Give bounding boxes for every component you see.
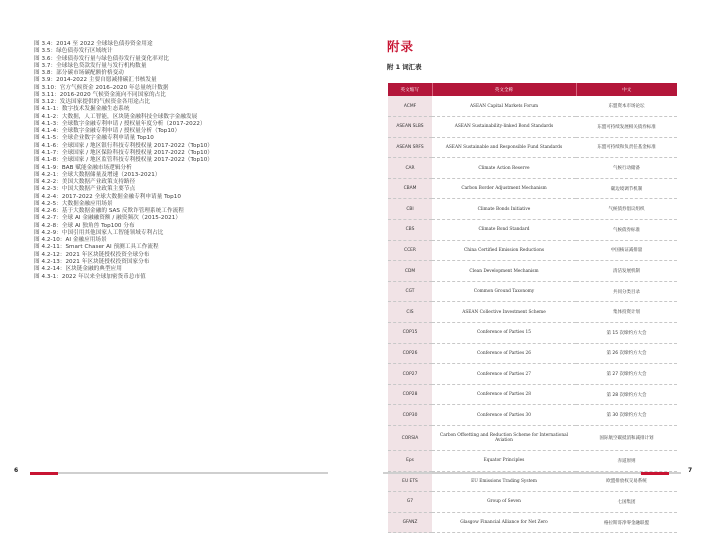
table-row bbox=[388, 96, 677, 117]
figure-list-item: 图 4.3-1：2022 年以来全球加密货币总市值 bbox=[34, 273, 146, 280]
header-chinese: 中文 bbox=[576, 83, 677, 96]
chinese-name-cell: 共同分类目录 bbox=[576, 281, 677, 302]
abbreviation-cell: CBS bbox=[388, 220, 432, 241]
chinese-name-cell: 气候债券倡议组织 bbox=[576, 199, 677, 220]
english-name-cell: Climate Action Reserve bbox=[432, 158, 576, 179]
table-row bbox=[388, 343, 677, 364]
english-name-cell: Conference of Parties 15 bbox=[432, 323, 576, 344]
table-row bbox=[388, 178, 677, 199]
figure-list-item: 图 4.1-4：全球数字金融专利申请 / 授权量分析（Top10） bbox=[34, 128, 181, 135]
table-row bbox=[388, 405, 677, 426]
figure-list-item: 图 4.2-10：AI 金融应用场景 bbox=[34, 237, 107, 244]
table-row bbox=[388, 240, 677, 261]
figure-list-item: 图 4.1-5：全球企业数字金融专利申请量 Top10 bbox=[34, 135, 154, 142]
figure-list-item: 图 4.2-12：2021 年区块链授权投资全球分布 bbox=[34, 251, 150, 258]
table-header-row bbox=[388, 83, 677, 96]
abbreviation-cell: G7 bbox=[388, 492, 432, 513]
table-row bbox=[388, 281, 677, 302]
abbreviation-cell: CBAM bbox=[388, 178, 432, 199]
abbreviation-cell: COP15 bbox=[388, 323, 432, 344]
english-name-cell: ASEAN Sustainable and Responsible Fund Standards bbox=[432, 137, 576, 158]
chinese-name-cell: 七国集团 bbox=[576, 492, 677, 513]
abbreviation-cell: COP27 bbox=[388, 364, 432, 385]
abbreviation-cell: COP26 bbox=[388, 343, 432, 364]
chinese-name-cell: 东盟可持续发展相关债券标准 bbox=[576, 117, 677, 138]
abbreviation-cell: CIS bbox=[388, 302, 432, 323]
left-page bbox=[0, 0, 355, 501]
chinese-name-cell: 第 26 次缔约方大会 bbox=[576, 343, 677, 364]
abbreviation-cell: CORSIA bbox=[388, 426, 432, 451]
footer-rule bbox=[30, 472, 328, 474]
figure-list-item: 图 3.5：绿色债券发行区域统计 bbox=[34, 48, 113, 55]
chinese-name-cell: 东盟资本市场论坛 bbox=[576, 96, 677, 117]
figure-list-item: 图 4.1-3：全球数字金融专利申请 / 授权量年度分析（2017-2022） bbox=[34, 120, 206, 127]
figure-list-item: 图 3.12：发达国家提供的气候资金各用途占比 bbox=[34, 99, 151, 106]
table-row bbox=[388, 158, 677, 179]
figure-list-item: 图 4.1-8：全球国家 / 地区监管科技专利授权量 2017-2022（Top10） bbox=[34, 157, 213, 164]
figure-list bbox=[34, 41, 344, 281]
table-row bbox=[388, 220, 677, 241]
english-name-cell: Conference of Parties 27 bbox=[432, 364, 576, 385]
chinese-name-cell: 第 15 次缔约方大会 bbox=[576, 323, 677, 344]
table-row bbox=[388, 492, 677, 513]
table-row bbox=[388, 302, 677, 323]
english-name-cell: ASEAN Sustainability-linked Bond Standards bbox=[432, 117, 576, 138]
table-title: 附 1 词汇表 bbox=[387, 63, 422, 71]
figure-list-item: 图 3.9：2014-2022 主要自愿减排碳汇书核发量 bbox=[34, 77, 157, 84]
footer-accent-bar bbox=[641, 472, 669, 475]
abbreviation-cell: COP28 bbox=[388, 384, 432, 405]
page-number: 6 bbox=[14, 467, 19, 474]
table-row bbox=[388, 137, 677, 158]
right-page bbox=[355, 0, 710, 526]
table-row bbox=[388, 323, 677, 344]
figure-list-item: 图 4.2-2：美国大数据产业政策支持路径 bbox=[34, 179, 136, 186]
english-name-cell: Carbon Border Adjustment Mechanism bbox=[432, 178, 576, 199]
english-name-cell: Carbon Offsetting and Reduction Scheme for International Aviation bbox=[432, 426, 576, 451]
english-name-cell: Group of Seven bbox=[432, 492, 576, 513]
figure-list-item: 图 4.2-13：2021 年区块链授权投资国家分布 bbox=[34, 258, 150, 265]
figure-list-item: 图 4.2-4：2017-2022 全球大数据金融专利申请量 Top10 bbox=[34, 193, 181, 200]
table-row bbox=[388, 471, 677, 492]
table-row bbox=[388, 199, 677, 220]
chinese-name-cell: 格拉斯哥净零金融联盟 bbox=[576, 512, 677, 533]
abbreviation-cell: ASEAN SRFS bbox=[388, 137, 432, 158]
table-row bbox=[388, 384, 677, 405]
figure-list-item: 图 3.6：全球债券发行量与绿色债券发行量变化率对比 bbox=[34, 55, 170, 62]
header-abbreviation: 英文缩写 bbox=[388, 83, 432, 96]
chinese-name-cell: 欧盟排放权交易系统 bbox=[576, 471, 677, 492]
figure-list-item: 图 3.4：2014 至 2022 全球绿色债券资金用途 bbox=[34, 41, 153, 47]
table-row bbox=[388, 426, 677, 451]
table-row bbox=[388, 364, 677, 385]
figure-list-item: 图 4.1-7：全球国家 / 地区保险科技专利授权量 2017-2022（Top10） bbox=[34, 149, 213, 156]
english-name-cell: ASEAN Collective Investment Scheme bbox=[432, 302, 576, 323]
chinese-name-cell: 国际航空碳抵消和减排计划 bbox=[576, 426, 677, 451]
figure-list-item: 图 4.2-5：大数据金融应用场景 bbox=[34, 200, 113, 207]
table-row bbox=[388, 117, 677, 138]
figure-list-item: 图 4.2-14：区块链金融的典型应用 bbox=[34, 266, 122, 273]
english-name-cell: Common Ground Taxonomy bbox=[432, 281, 576, 302]
english-name-cell: Conference of Parties 26 bbox=[432, 343, 576, 364]
figure-list-item: 图 4.2-6：基于大数据金融的 SAS 反欺诈管理系统工作流程 bbox=[34, 208, 184, 215]
figure-list-item: 图 4.2-9：中国引用其他国家人工智能领域专利占比 bbox=[34, 229, 164, 236]
english-name-cell: China Certified Emission Reductions bbox=[432, 240, 576, 261]
header-english-full-name: 英文全称 bbox=[432, 83, 576, 96]
abbreviation-cell: CGT bbox=[388, 281, 432, 302]
figure-list-item: 图 4.2-8：全球 AI 独角兽 Top100 分布 bbox=[34, 222, 135, 229]
abbreviation-cell: Eps bbox=[388, 451, 432, 472]
abbreviation-cell: CDM bbox=[388, 261, 432, 282]
figure-list-item: 图 3.7：全球绿色贷款发行量与发行机构数量 bbox=[34, 62, 147, 69]
glossary-table bbox=[388, 83, 677, 533]
figure-list-item: 图 4.1-1：数字技术发掘金融生态系统 bbox=[34, 106, 130, 113]
english-name-cell: Glasgow Financial Alliance for Net Zero bbox=[432, 512, 576, 533]
abbreviation-cell: GFANZ bbox=[388, 512, 432, 533]
page-number: 7 bbox=[688, 467, 693, 474]
abbreviation-cell: ASEAN SLBS bbox=[388, 117, 432, 138]
english-name-cell: Clean Development Mechanism bbox=[432, 261, 576, 282]
chinese-name-cell: 集体投资计划 bbox=[576, 302, 677, 323]
english-name-cell: Conference of Parties 30 bbox=[432, 405, 576, 426]
footer-accent-bar bbox=[30, 472, 58, 475]
figure-list-item: 图 4.1-9：BAB 赋能金融市场逻辑分析 bbox=[34, 164, 132, 171]
english-name-cell: ASEAN Capital Markets Forum bbox=[432, 96, 576, 117]
abbreviation-cell: CBI bbox=[388, 199, 432, 220]
english-name-cell: Conference of Parties 28 bbox=[432, 384, 576, 405]
figure-list-item: 图 4.1-2：大数据，人工智能，区块链金融科技全球数字金融发展 bbox=[34, 113, 198, 120]
english-name-cell: Climate Bonds Initiative bbox=[432, 199, 576, 220]
figure-list-item: 图 4.2-7：全球 AI 金融融资额 / 融资频次（2015-2021） bbox=[34, 215, 181, 222]
figure-list-item: 图 3.11：2016-2020 气候资金流向不同国家的占比 bbox=[34, 91, 166, 98]
figure-list-item: 图 3.8：部分碳市场碳配额价格变动 bbox=[34, 70, 124, 77]
chinese-name-cell: 赤道原则 bbox=[576, 451, 677, 472]
figure-list-item: 图 3.10：官方气候资金 2016–2020 年总量统计数据 bbox=[34, 84, 169, 91]
english-name-cell: Climate Bond Standard bbox=[432, 220, 576, 241]
section-title: 附录 bbox=[387, 39, 415, 54]
chinese-name-cell: 第 28 次缔约方大会 bbox=[576, 384, 677, 405]
abbreviation-cell: CAR bbox=[388, 158, 432, 179]
glossary-table-body bbox=[388, 96, 677, 533]
figure-list-item: 图 4.1-6：全球国家 / 地区银行科技专利授权量 2017-2022（Top10） bbox=[34, 142, 213, 149]
english-name-cell: Equator Principles bbox=[432, 451, 576, 472]
chinese-name-cell: 气候行动储备 bbox=[576, 158, 677, 179]
abbreviation-cell: CCER bbox=[388, 240, 432, 261]
chinese-name-cell: 东盟可持续和负责任基金标准 bbox=[576, 137, 677, 158]
chinese-name-cell: 气候债券标准 bbox=[576, 220, 677, 241]
chinese-name-cell: 中国核证减排量 bbox=[576, 240, 677, 261]
figure-list-item: 图 4.2-11：Smart Chaser AI 预测工具工作流程 bbox=[34, 244, 159, 251]
figure-list-item: 图 4.2-1：全球大数据储量及增速（2013-2021） bbox=[34, 171, 161, 178]
chinese-name-cell: 碳边境调节机制 bbox=[576, 178, 677, 199]
table-row bbox=[388, 261, 677, 282]
chinese-name-cell: 清洁发展机制 bbox=[576, 261, 677, 282]
abbreviation-cell: EU ETS bbox=[388, 471, 432, 492]
english-name-cell: EU Emissions Trading System bbox=[432, 471, 576, 492]
table-row bbox=[388, 512, 677, 533]
figure-list-item: 图 4.2-3：中国大数据产业政策主要节点 bbox=[34, 186, 136, 193]
table-row bbox=[388, 451, 677, 472]
chinese-name-cell: 第 30 次缔约方大会 bbox=[576, 405, 677, 426]
abbreviation-cell: COP30 bbox=[388, 405, 432, 426]
footer-rule bbox=[383, 472, 681, 474]
chinese-name-cell: 第 27 次缔约方大会 bbox=[576, 364, 677, 385]
abbreviation-cell: ACMF bbox=[388, 96, 432, 117]
